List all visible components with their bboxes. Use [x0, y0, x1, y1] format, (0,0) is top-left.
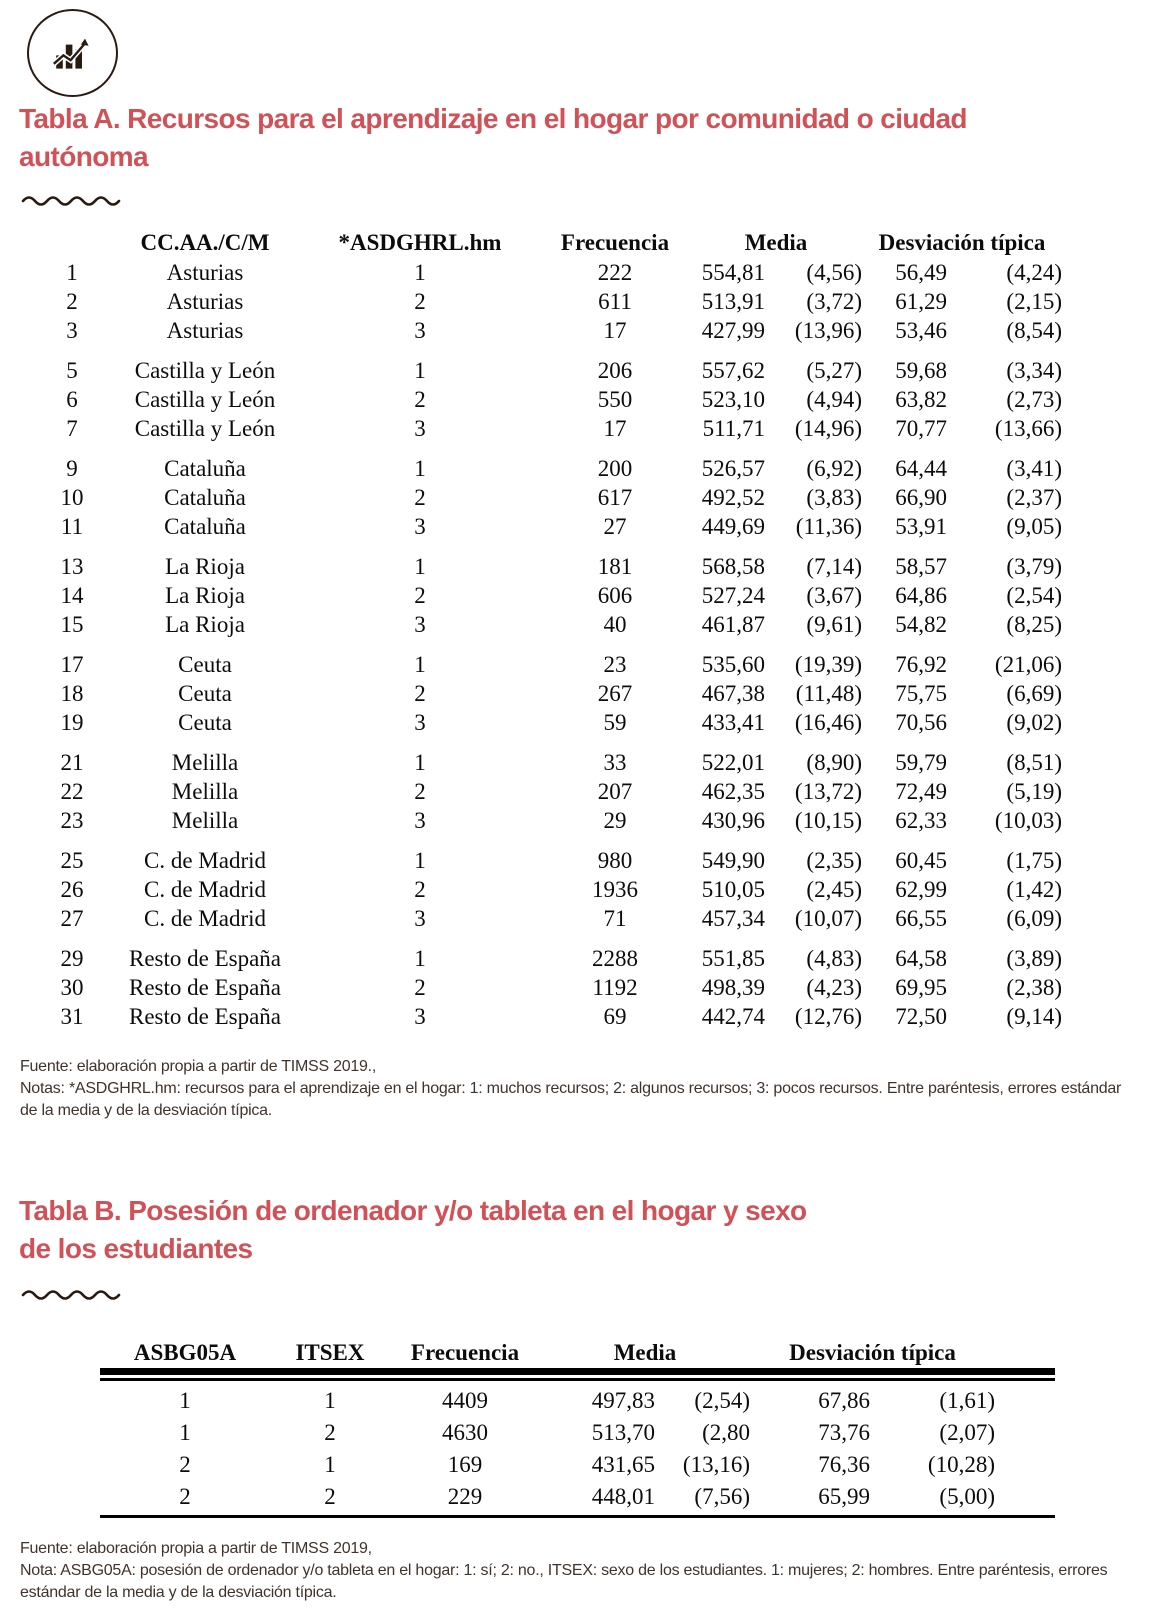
- cell-resource-level: 2: [414, 386, 426, 412]
- cell-region: C. de Madrid: [143, 905, 266, 931]
- table-a-body: [0, 258, 1170, 1031]
- cell-region: Melilla: [171, 807, 239, 833]
- cell-frequency: 59: [603, 709, 627, 735]
- cell-mean: 457,34: [701, 905, 765, 931]
- title-line: Tabla B. Posesión de ordenador y/o tableta en el hogar y sexo: [19, 1195, 807, 1226]
- cell-frequency: 169: [447, 1451, 483, 1477]
- cell-mean: 498,39: [701, 974, 765, 1000]
- cell-mean: 427,99: [701, 317, 765, 343]
- table-a-row: [34, 316, 1170, 345]
- cell-frequency: 980: [597, 847, 633, 873]
- cell-std-dev: 64,86: [895, 582, 947, 608]
- column-header-frequency: Frecuencia: [410, 1340, 520, 1365]
- cell-frequency: 4409: [442, 1387, 488, 1413]
- cell-region: Cataluña: [164, 513, 246, 539]
- table-a-group: [0, 650, 1170, 737]
- cell-region: Asturias: [166, 259, 244, 285]
- cell-mean-se: (14,96): [794, 415, 862, 441]
- cell-mean: 448,01: [591, 1483, 655, 1509]
- cell-std-dev-se: (2,73): [1006, 386, 1062, 412]
- source-note: Fuente: elaboración propia a partir de TIMSS 2019.,: [20, 1058, 377, 1075]
- cell-frequency: 229: [447, 1483, 483, 1509]
- cell-region: Resto de España: [128, 974, 281, 1000]
- column-header-std-dev: Desviación típica: [878, 230, 1046, 255]
- cell-frequency: 606: [597, 582, 633, 608]
- title-line: Tabla A. Recursos para el aprendizaje en el hogar por comunidad o ciudad: [19, 103, 967, 134]
- cell-std-dev-se: (5,19): [1006, 778, 1062, 804]
- cell-std-dev: 66,90: [895, 484, 947, 510]
- cell-resource-level: 1: [414, 651, 426, 677]
- table-a-group: [0, 356, 1170, 443]
- cell-std-dev-se: (3,89): [1006, 945, 1062, 971]
- cell-mean: 510,05: [701, 876, 765, 902]
- cell-region: La Rioja: [165, 582, 245, 608]
- table-a-group: [0, 258, 1170, 345]
- cell-std-dev: 76,36: [818, 1451, 870, 1477]
- cell-mean: 568,58: [701, 553, 765, 579]
- cell-row-number: 31: [60, 1003, 84, 1029]
- cell-mean: 522,01: [701, 749, 765, 775]
- cell-frequency: 200: [597, 455, 633, 481]
- header-rule-thick: [100, 1368, 1055, 1375]
- cell-frequency: 2288: [592, 945, 638, 971]
- cell-mean-se: (3,72): [806, 288, 862, 314]
- table-b-row: [100, 1449, 1170, 1481]
- cell-resource-level: 2: [414, 288, 426, 314]
- cell-std-dev: 69,95: [895, 974, 947, 1000]
- cell-std-dev-se: (2,07): [939, 1419, 995, 1445]
- cell-mean-se: (11,48): [795, 680, 862, 706]
- cell-std-dev: 63,82: [895, 386, 947, 412]
- cell-std-dev: 64,44: [895, 455, 947, 481]
- cell-std-dev: 76,92: [895, 651, 947, 677]
- table-a-row: [34, 777, 1170, 806]
- cell-row-number: 23: [60, 807, 84, 833]
- cell-region: Melilla: [171, 749, 239, 775]
- note-line: Notas: *ASDGHRL.hm: recursos para el aprendizaje en el hogar: 1: muchos recursos; 2: algunos recursos; 3: pocos recursos. Entre paréntesis, errores estándar: [20, 1080, 1122, 1097]
- cell-frequency: 1936: [592, 876, 638, 902]
- cell-std-dev-se: (10,03): [994, 807, 1062, 833]
- table-a-row: [34, 748, 1170, 777]
- note-line: estándar de la media y de la desviación típica.: [20, 1584, 337, 1601]
- cell-std-dev-se: (9,05): [1006, 513, 1062, 539]
- cell-region: C. de Madrid: [143, 847, 266, 873]
- cell-frequency: 222: [597, 259, 633, 285]
- cell-region: Castilla y León: [134, 386, 276, 412]
- cell-resource-level: 2: [414, 876, 426, 902]
- cell-frequency: 550: [597, 386, 633, 412]
- cell-resource-level: 3: [414, 415, 426, 441]
- cell-frequency: 17: [603, 317, 627, 343]
- cell-region: Ceuta: [178, 709, 232, 735]
- cell-region: Castilla y León: [134, 415, 276, 441]
- cell-row-number: 7: [66, 415, 78, 441]
- cell-std-dev: 66,55: [895, 905, 947, 931]
- cell-std-dev: 75,75: [895, 680, 947, 706]
- cell-std-dev-se: (4,24): [1006, 259, 1062, 285]
- cell-std-dev: 53,46: [895, 317, 947, 343]
- cell-std-dev: 72,50: [895, 1003, 947, 1029]
- cell-region: Resto de España: [128, 1003, 281, 1029]
- cell-std-dev-se: (8,25): [1006, 611, 1062, 637]
- cell-region: Cataluña: [164, 455, 246, 481]
- cell-mean: 430,96: [701, 807, 765, 833]
- cell-mean-se: (7,56): [694, 1483, 750, 1509]
- cell-mean-se: (2,80: [702, 1419, 750, 1445]
- cell-frequency: 267: [597, 680, 633, 706]
- logo-badge: [27, 9, 118, 97]
- cell-resource-level: 2: [414, 484, 426, 510]
- cell-mean-se: (3,83): [806, 484, 862, 510]
- cell-mean-se: (5,27): [806, 357, 862, 383]
- table-b-body: [0, 1385, 1170, 1513]
- cell-mean: 535,60: [701, 651, 765, 677]
- cell-frequency: 611: [598, 288, 632, 314]
- cell-mean-se: (2,45): [806, 876, 862, 902]
- cell-resource-level: 2: [414, 974, 426, 1000]
- cell-std-dev-se: (1,75): [1006, 847, 1062, 873]
- cell-mean: 461,87: [701, 611, 765, 637]
- table-b-row: [100, 1481, 1170, 1513]
- cell-mean-se: (7,14): [806, 553, 862, 579]
- cell-mean: 549,90: [701, 847, 765, 873]
- cell-mean-se: (10,15): [794, 807, 862, 833]
- cell-mean: 526,57: [701, 455, 765, 481]
- cell-std-dev: 62,33: [895, 807, 947, 833]
- table-a-row: [34, 806, 1170, 835]
- cell-mean: 513,70: [591, 1419, 655, 1445]
- cell-mean-se: (4,94): [806, 386, 862, 412]
- cell-resource-level: 1: [414, 847, 426, 873]
- column-header-mean: Media: [744, 230, 808, 255]
- table-a-row: [34, 846, 1170, 875]
- cell-itsex: 1: [324, 1387, 336, 1413]
- cell-resource-level: 3: [414, 709, 426, 735]
- cell-region: C. de Madrid: [143, 876, 266, 902]
- cell-std-dev-se: (9,02): [1006, 709, 1062, 735]
- cell-region: Melilla: [171, 778, 239, 804]
- cell-std-dev-se: (6,09): [1006, 905, 1062, 931]
- cell-mean-se: (13,72): [794, 778, 862, 804]
- cell-frequency: 71: [603, 905, 627, 931]
- cell-itsex: 1: [324, 1451, 336, 1477]
- cell-asbg05a: 2: [179, 1483, 191, 1509]
- cell-resource-level: 3: [414, 1003, 426, 1029]
- table-a-header-row: [34, 228, 1170, 258]
- table-a-row: [34, 356, 1170, 385]
- cell-std-dev-se: (6,69): [1006, 680, 1062, 706]
- cell-mean: 523,10: [701, 386, 765, 412]
- table-a-row: [34, 650, 1170, 679]
- cell-row-number: 27: [60, 905, 84, 931]
- column-header-frequency: Frecuencia: [560, 230, 670, 255]
- title-line: autónoma: [19, 141, 148, 172]
- cell-std-dev: 70,56: [895, 709, 947, 735]
- table-a-group: [0, 552, 1170, 639]
- table-a-group: [0, 846, 1170, 933]
- cell-resource-level: 1: [414, 455, 426, 481]
- column-header-asbg05a: ASBG05A: [133, 1340, 237, 1365]
- table-b: [0, 1338, 1170, 1518]
- cell-row-number: 17: [60, 651, 84, 677]
- cell-std-dev: 65,99: [818, 1483, 870, 1509]
- cell-mean: 433,41: [701, 709, 765, 735]
- cell-resource-level: 1: [414, 553, 426, 579]
- cell-row-number: 6: [66, 386, 78, 412]
- cell-std-dev-se: (3,41): [1006, 455, 1062, 481]
- cell-mean-se: (4,56): [806, 259, 862, 285]
- cell-std-dev-se: (1,42): [1006, 876, 1062, 902]
- table-a-row: [34, 287, 1170, 316]
- cell-resource-level: 1: [414, 259, 426, 285]
- cell-mean: 497,83: [591, 1387, 655, 1413]
- title-line: de los estudiantes: [19, 1233, 253, 1264]
- cell-row-number: 30: [60, 974, 84, 1000]
- cell-mean-se: (8,90): [806, 749, 862, 775]
- cell-std-dev: 54,82: [895, 611, 947, 637]
- cell-row-number: 1: [66, 259, 78, 285]
- table-a-group: [0, 944, 1170, 1031]
- cell-region: Resto de España: [128, 945, 281, 971]
- cell-mean: 431,65: [591, 1451, 655, 1477]
- column-header-std-dev: Desviación típica: [789, 1340, 956, 1365]
- cell-mean: 449,69: [701, 513, 765, 539]
- cell-frequency: 23: [603, 651, 627, 677]
- cell-row-number: 26: [60, 876, 84, 902]
- cell-std-dev-se: (21,06): [994, 651, 1062, 677]
- cell-frequency: 206: [597, 357, 633, 383]
- cell-std-dev-se: (2,37): [1006, 484, 1062, 510]
- table-a: [0, 228, 1170, 1042]
- cell-std-dev-se: (2,54): [1006, 582, 1062, 608]
- cell-frequency: 617: [597, 484, 633, 510]
- cell-itsex: 2: [324, 1483, 336, 1509]
- cell-resource-level: 3: [414, 807, 426, 833]
- cell-std-dev-se: (9,14): [1006, 1003, 1062, 1029]
- cell-std-dev: 56,49: [895, 259, 947, 285]
- table-a-row: [34, 454, 1170, 483]
- cell-std-dev: 73,76: [818, 1419, 870, 1445]
- cell-mean-se: (4,83): [806, 945, 862, 971]
- table-a-row: [34, 708, 1170, 737]
- table-b-title: [19, 1192, 807, 1268]
- cell-mean: 492,52: [701, 484, 765, 510]
- cell-row-number: 3: [66, 317, 78, 343]
- cell-std-dev: 59,79: [895, 749, 947, 775]
- cell-row-number: 10: [60, 484, 84, 510]
- cell-std-dev-se: (2,15): [1006, 288, 1062, 314]
- cell-region: Ceuta: [178, 651, 232, 677]
- cell-region: La Rioja: [165, 611, 245, 637]
- cell-frequency: 69: [603, 1003, 627, 1029]
- cell-row-number: 15: [60, 611, 84, 637]
- cell-row-number: 2: [66, 288, 78, 314]
- cell-frequency: 17: [603, 415, 627, 441]
- bar-chart-icon: [52, 35, 94, 71]
- source-note: Fuente: elaboración propia a partir de TIMSS 2019,: [20, 1540, 372, 1557]
- cell-std-dev-se: (8,51): [1006, 749, 1062, 775]
- table-b-row: [100, 1417, 1170, 1449]
- cell-std-dev: 64,58: [895, 945, 947, 971]
- cell-resource-level: 1: [414, 749, 426, 775]
- table-a-row: [34, 258, 1170, 287]
- cell-std-dev-se: (3,79): [1006, 553, 1062, 579]
- cell-mean: 467,38: [701, 680, 765, 706]
- cell-mean: 513,91: [701, 288, 765, 314]
- column-header-mean: Media: [613, 1340, 677, 1365]
- cell-std-dev: 70,77: [895, 415, 947, 441]
- cell-region: La Rioja: [165, 553, 245, 579]
- cell-row-number: 14: [60, 582, 84, 608]
- table-b-row: [100, 1385, 1170, 1417]
- cell-resource-level: 3: [414, 513, 426, 539]
- table-a-row: [34, 581, 1170, 610]
- cell-mean: 511,71: [702, 415, 765, 441]
- cell-mean-se: (13,16): [682, 1451, 750, 1477]
- cell-row-number: 29: [60, 945, 84, 971]
- table-a-group: [0, 748, 1170, 835]
- cell-mean-se: (13,96): [794, 317, 862, 343]
- cell-frequency: 33: [603, 749, 627, 775]
- cell-mean: 557,62: [701, 357, 765, 383]
- cell-region: Asturias: [166, 288, 244, 314]
- cell-mean: 442,74: [701, 1003, 765, 1029]
- cell-row-number: 19: [60, 709, 84, 735]
- cell-std-dev-se: (3,34): [1006, 357, 1062, 383]
- cell-resource-level: 2: [414, 680, 426, 706]
- cell-std-dev: 72,49: [895, 778, 947, 804]
- cell-row-number: 25: [60, 847, 84, 873]
- table-a-row: [34, 512, 1170, 541]
- cell-frequency: 29: [603, 807, 627, 833]
- table-a-row: [34, 483, 1170, 512]
- cell-frequency: 181: [597, 553, 633, 579]
- table-a-row: [34, 904, 1170, 933]
- cell-mean-se: (11,36): [795, 513, 862, 539]
- cell-itsex: 2: [324, 1419, 336, 1445]
- cell-resource-level: 3: [414, 611, 426, 637]
- cell-resource-level: 2: [414, 778, 426, 804]
- cell-mean-se: (12,76): [794, 1003, 862, 1029]
- cell-resource-level: 2: [414, 582, 426, 608]
- cell-std-dev-se: (2,38): [1006, 974, 1062, 1000]
- cell-mean: 551,85: [701, 945, 765, 971]
- column-header-variable: *ASDGHRL.hm: [338, 230, 502, 255]
- cell-std-dev-se: (1,61): [939, 1387, 995, 1413]
- cell-std-dev: 60,45: [895, 847, 947, 873]
- cell-region: Castilla y León: [134, 357, 276, 383]
- cell-mean-se: (2,35): [806, 847, 862, 873]
- cell-frequency: 40: [603, 611, 627, 637]
- cell-resource-level: 3: [414, 317, 426, 343]
- cell-std-dev-se: (8,54): [1006, 317, 1062, 343]
- cell-std-dev: 62,99: [895, 876, 947, 902]
- cell-mean: 462,35: [701, 778, 765, 804]
- note-line: de la media y de la desviación típica.: [20, 1102, 272, 1119]
- cell-row-number: 5: [66, 357, 78, 383]
- cell-mean-se: (10,07): [794, 905, 862, 931]
- cell-asbg05a: 2: [179, 1451, 191, 1477]
- note-line: Nota: ASBG05A: posesión de ordenador y/o tableta en el hogar: 1: sí; 2: no., ITSEX: sexo de los estudiantes. 1: mujeres; 2: hombres. Entre paréntesis, errores: [20, 1562, 1108, 1579]
- cell-row-number: 22: [60, 778, 84, 804]
- cell-std-dev: 61,29: [895, 288, 947, 314]
- table-b-footnotes: [20, 1538, 1107, 1604]
- cell-mean-se: (6,92): [806, 455, 862, 481]
- table-a-title: [19, 100, 967, 176]
- cell-region: Ceuta: [178, 680, 232, 706]
- cell-row-number: 18: [60, 680, 84, 706]
- cell-mean-se: (2,54): [694, 1387, 750, 1413]
- cell-asbg05a: 1: [179, 1419, 191, 1445]
- table-bottom-rule: [100, 1515, 1055, 1518]
- cell-mean-se: (3,67): [806, 582, 862, 608]
- cell-row-number: 11: [60, 513, 84, 539]
- cell-row-number: 13: [60, 553, 84, 579]
- cell-mean: 527,24: [701, 582, 765, 608]
- cell-std-dev: 58,57: [895, 553, 947, 579]
- cell-asbg05a: 1: [179, 1387, 191, 1413]
- table-a-footnotes: [20, 1056, 1121, 1122]
- table-a-row: [34, 679, 1170, 708]
- squiggle-divider: [21, 192, 121, 206]
- cell-std-dev-se: (10,28): [927, 1451, 995, 1477]
- cell-region: Asturias: [166, 317, 244, 343]
- table-a-row: [34, 552, 1170, 581]
- cell-mean-se: (19,39): [794, 651, 862, 677]
- cell-region: Cataluña: [164, 484, 246, 510]
- cell-row-number: 9: [66, 455, 78, 481]
- cell-std-dev-se: (13,66): [994, 415, 1062, 441]
- cell-mean-se: (16,46): [794, 709, 862, 735]
- cell-std-dev: 67,86: [818, 1387, 870, 1413]
- table-a-row: [34, 385, 1170, 414]
- cell-frequency: 1192: [592, 974, 638, 1000]
- cell-frequency: 4630: [442, 1419, 488, 1445]
- table-a-row: [34, 944, 1170, 973]
- column-header-region: CC.AA./C/M: [140, 230, 270, 255]
- table-a-row: [34, 1002, 1170, 1031]
- table-a-row: [34, 610, 1170, 639]
- table-a-row: [34, 414, 1170, 443]
- cell-mean-se: (9,61): [806, 611, 862, 637]
- cell-std-dev: 59,68: [895, 357, 947, 383]
- table-a-row: [34, 875, 1170, 904]
- header-rule-thin: [100, 1378, 1055, 1381]
- column-header-itsex: ITSEX: [295, 1340, 365, 1365]
- cell-mean-se: (4,23): [806, 974, 862, 1000]
- squiggle-divider: [21, 1286, 121, 1300]
- cell-frequency: 27: [603, 513, 627, 539]
- cell-frequency: 207: [597, 778, 633, 804]
- table-b-header-row: [100, 1338, 1170, 1368]
- table-a-row: [34, 973, 1170, 1002]
- cell-mean: 554,81: [701, 259, 765, 285]
- table-a-group: [0, 454, 1170, 541]
- cell-std-dev-se: (5,00): [939, 1483, 995, 1509]
- cell-resource-level: 1: [414, 945, 426, 971]
- cell-resource-level: 3: [414, 905, 426, 931]
- cell-row-number: 21: [60, 749, 84, 775]
- cell-resource-level: 1: [414, 357, 426, 383]
- cell-std-dev: 53,91: [895, 513, 947, 539]
